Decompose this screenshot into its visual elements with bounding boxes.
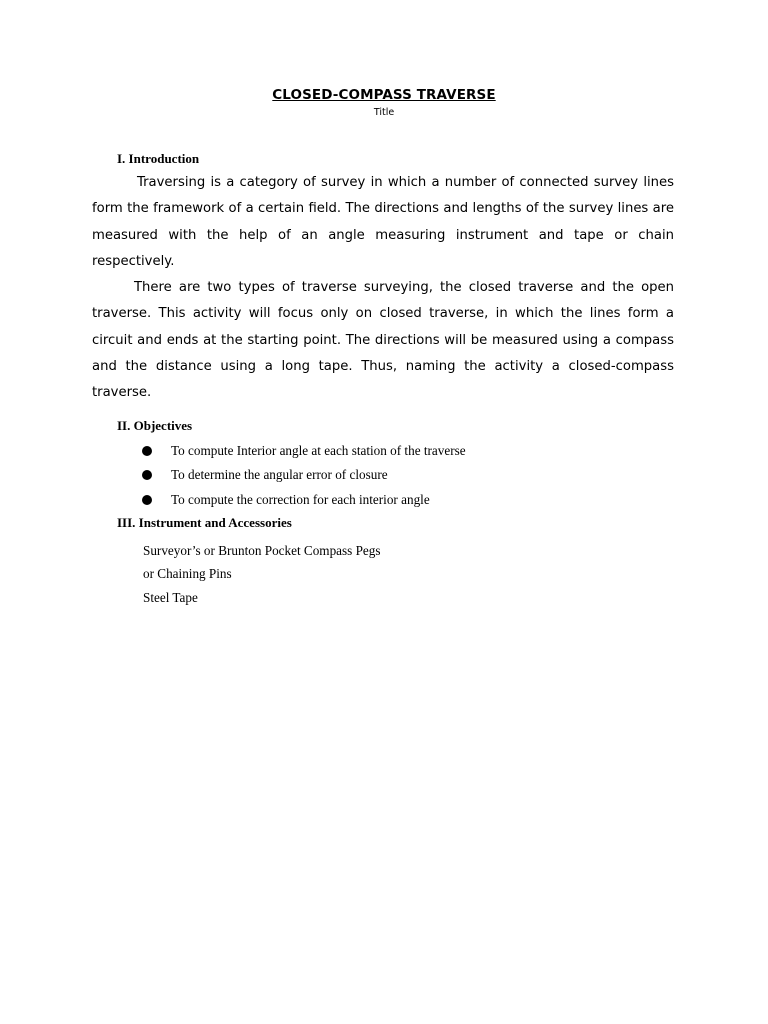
document-subtitle: Title: [373, 107, 395, 118]
introduction-body: [92, 170, 674, 407]
section-heading-instruments: III. Instrument and Accessories: [117, 515, 292, 530]
instruments-list: [143, 541, 381, 610]
bullet-icon: [142, 495, 152, 505]
objective-text: To determine the angular error of closure: [171, 467, 388, 483]
objective-text: To compute Interior angle at each station of the traverse: [171, 443, 466, 458]
objective-text: To compute the correction for each interior angle: [171, 491, 430, 507]
section-heading-objectives: II. Objectives: [117, 418, 193, 433]
introduction-paragraph: There are two types of traverse surveying, the closed traverse and the open traverse. This activity will focus only on closed traverse, in which the lines form a circuit and ends at the starting point. The directions will be measured using a compass and the distance using a long tape. Thus, naming the activity a closed-compass traverse.: [92, 280, 674, 401]
instrument-item: or Chaining Pins: [143, 565, 232, 581]
bullet-icon: [142, 446, 152, 456]
document-title: CLOSED-COMPASS TRAVERSE: [272, 87, 496, 103]
section-heading-introduction: I. Introduction: [117, 151, 200, 166]
instrument-item: Surveyor’s or Brunton Pocket Compass Pegs: [143, 543, 381, 558]
introduction-paragraph: Traversing is a category of survey in which a number of connected survey lines form the framework of a certain field. The directions and lengths of the survey lines are measured with the help of an angle measuring instrument and tape or chain respectively.: [92, 175, 674, 269]
instrument-item: Steel Tape: [143, 589, 198, 605]
bullet-icon: [142, 470, 152, 480]
